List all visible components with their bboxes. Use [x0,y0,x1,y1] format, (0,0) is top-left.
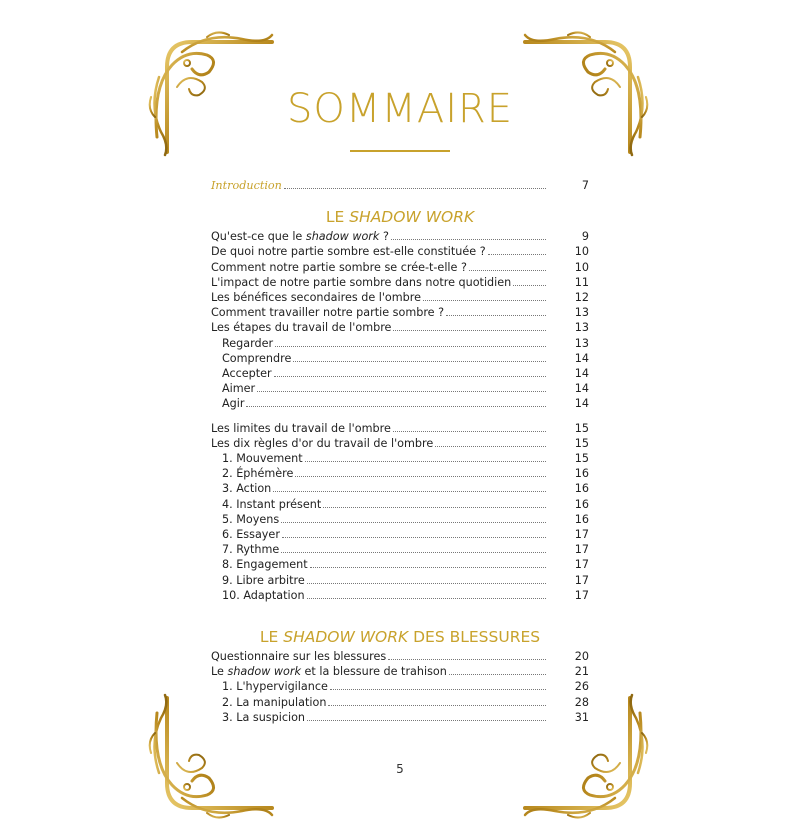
toc-entry-label [211,260,467,275]
section-spacer [211,603,589,625]
toc-entry[interactable] [211,244,589,259]
toc-entry-label [211,421,391,436]
toc-entry-page: 9 [581,230,589,244]
toc-subentry[interactable] [211,396,589,411]
section-heading-emphasis: SHADOW WORK [349,208,475,227]
toc-entry-label-emphasis: shadow work [305,230,380,244]
dot-leader [305,460,546,462]
toc-entry-page: 12 [574,291,589,305]
toc-subentry[interactable] [211,710,589,725]
toc-entry-label [211,290,421,305]
toc-entry-label-text: Les bénéfices secondaires de l'ombre [211,291,422,305]
dot-leader [274,375,546,377]
toc-entry-page: 15 [574,421,589,435]
toc-entry-label [211,305,444,320]
toc-entry-page: 17 [574,543,589,557]
toc-entry-page: 17 [574,573,589,587]
dot-leader [273,490,546,492]
toc-entry-label-text: Agir [222,397,245,411]
toc-entry-page: 20 [574,650,589,664]
toc-entry-label [222,466,293,481]
toc-entry[interactable] [211,320,589,335]
toc-entry-label [211,436,433,451]
dot-leader [435,445,546,447]
toc-entry-introduction[interactable] [211,178,589,193]
dot-leader [282,536,546,538]
dot-leader [391,238,546,240]
toc-entry-label-text: ? [379,230,389,244]
toc-entry-label [222,695,326,710]
toc-entry-page: 15 [574,436,589,450]
toc-subentry[interactable] [211,527,589,542]
toc-subentry[interactable] [211,542,589,557]
toc-entry-label [222,527,280,542]
toc-entry-label-text: Regarder [222,336,274,350]
toc-entry-label [222,366,272,381]
section-heading-text: DES BLESSURES [408,628,541,647]
toc-entry-label [211,320,391,335]
toc-entry-label-text: 8. Engagement [222,558,308,572]
dot-leader [307,719,546,721]
toc-entry-label-emphasis: shadow work [227,665,301,679]
toc-entry-page: 16 [574,482,589,496]
toc-entry[interactable] [211,421,589,436]
toc-entry[interactable] [211,260,589,275]
toc-entry-label [222,542,279,557]
toc-entry-label-text: Comment notre partie sombre se crée-t-elle ? [211,260,467,274]
section-heading [211,627,589,647]
toc-entry-label-text: L'impact de notre partie sombre dans notre quotidien [211,275,512,289]
toc-entry-label [222,512,279,527]
toc-entry-label-text: Accepter [222,367,272,381]
toc-entry-label-text: 4. Instant présent [222,497,322,511]
table-of-contents [211,178,589,725]
dot-leader [275,345,546,347]
toc-entry-label-text: 3. La suspicion [222,710,306,724]
toc-entry[interactable] [211,290,589,305]
toc-entry-label [222,679,328,694]
toc-entry-page: 14 [574,367,589,381]
toc-entry-page: 17 [574,528,589,542]
toc-entry-page: 13 [574,336,589,350]
toc-subentry[interactable] [211,573,589,588]
toc-subentry[interactable] [211,679,589,694]
dot-leader [446,314,546,316]
toc-entry-label-text: Qu'est-ce que le [211,230,306,244]
dot-leader [449,673,546,675]
toc-entry-label [222,588,305,603]
toc-subentry[interactable] [211,336,589,351]
toc-entry[interactable] [211,664,589,679]
title-divider [350,150,450,152]
toc-entry-page: 13 [574,321,589,335]
toc-entry-label-text: Le [211,665,228,679]
toc-entry-label [222,381,255,396]
toc-entry-page: 21 [574,665,589,679]
dot-leader [323,506,546,508]
toc-entry-page: 17 [574,588,589,602]
dot-leader [393,329,546,331]
toc-entry-label-text: 6. Essayer [222,528,280,542]
dot-leader [246,405,546,407]
toc-subentry[interactable] [211,451,589,466]
toc-entry-label-text: Les limites du travail de l'ombre [211,421,391,435]
toc-entry-label [222,710,305,725]
toc-entry[interactable] [211,436,589,451]
toc-subentry[interactable] [211,351,589,366]
toc-entry-label-text: 2. La manipulation [222,695,327,709]
toc-entry-page: 7 [581,179,589,192]
toc-entry-page: 26 [574,680,589,694]
dot-leader [281,521,546,523]
toc-entry[interactable] [211,649,589,664]
toc-subentry[interactable] [211,366,589,381]
toc-entry-label [211,664,447,679]
dot-leader [310,566,546,568]
dot-leader [469,269,546,271]
toc-subentry[interactable] [211,512,589,527]
toc-entry-page: 14 [574,382,589,396]
toc-entry-label-text: 7. Rythme [222,543,280,557]
dot-leader [307,597,546,599]
group-spacer [211,412,589,421]
toc-entry-page: 10 [574,245,589,259]
dot-leader [388,658,546,660]
toc-entry[interactable] [211,275,589,290]
dot-leader [295,475,546,477]
toc-entry-label-text: Les étapes du travail de l'ombre [211,321,392,335]
toc-subentry[interactable] [211,481,589,496]
toc-subentry[interactable] [211,588,589,603]
toc-entry-page: 16 [574,467,589,481]
toc-entry-label [222,557,308,572]
toc-entry-label-text: 2. Éphémère [222,467,294,481]
toc-entry-page: 16 [574,497,589,511]
toc-entry-page: 10 [574,260,589,274]
toc-entry-label [222,336,273,351]
toc-entry-page: 17 [574,558,589,572]
section-heading-emphasis: SHADOW WORK [283,628,409,647]
toc-entry-page: 28 [574,695,589,709]
toc-entry-label-text: 1. L'hypervigilance [222,680,328,694]
toc-entry-label [222,451,303,466]
toc-entry-page: 15 [574,452,589,466]
toc-subentry[interactable] [211,466,589,481]
dot-leader [423,299,546,301]
toc-entry-label-text: 5. Moyens [222,512,280,526]
dot-leader [293,360,546,362]
toc-entry-page: 13 [574,306,589,320]
toc-subentry[interactable] [211,695,589,710]
toc-entry[interactable] [211,229,589,244]
toc-entry-page: 16 [574,512,589,526]
toc-entry-label-text: 3. Action [222,482,272,496]
toc-entry-label-text: et la blessure de trahison [300,665,447,679]
toc-entry-label-text: 10. Adaptation [222,588,305,602]
toc-entry-label-text: 1. Mouvement [222,452,303,466]
dot-leader [330,688,546,690]
toc-entry-label [211,244,486,259]
dot-leader [328,704,546,706]
toc-subentry[interactable] [211,557,589,572]
toc-entry-label-text: Comment travailler notre partie sombre ? [211,306,445,320]
dot-leader [393,430,546,432]
dot-leader [284,187,546,189]
toc-entry-label-text: 9. Libre arbitre [222,573,305,587]
toc-entry-label [222,573,305,588]
section-heading [211,207,589,227]
section-heading-text: LE [325,208,350,227]
page-title: SOMMAIRE [286,86,514,132]
toc-entry-page: 31 [574,710,589,724]
section-heading-text: LE [259,628,284,647]
toc-entry-label [222,396,244,411]
toc-entry-label [211,275,511,290]
toc-entry-label-text: De quoi notre partie sombre est-elle constituée ? [211,245,486,259]
dot-leader [513,284,546,286]
toc-entry-label-text: Les dix règles d'or du travail de l'ombre [211,436,434,450]
toc-entry-page: 14 [574,397,589,411]
dot-leader [257,390,546,392]
toc-entry-label-text: Aimer [222,382,256,396]
toc-entry-label-text: Comprendre [222,351,292,365]
toc-entry-page: 14 [574,351,589,365]
toc-entry[interactable] [211,305,589,320]
toc-entry-page: 11 [574,275,589,289]
dot-leader [281,551,546,553]
toc-entry-label [222,351,291,366]
toc-entry-label [222,481,271,496]
toc-entry-label: Introduction [211,179,282,192]
toc-entry-label [211,649,386,664]
toc-subentry[interactable] [211,497,589,512]
dot-leader [307,582,546,584]
toc-subentry[interactable] [211,381,589,396]
page-number: 5 [396,762,404,776]
dot-leader [488,253,546,255]
toc-entry-label [222,497,321,512]
toc-entry-label-text: Questionnaire sur les blessures [211,650,387,664]
toc-entry-label [211,229,389,244]
